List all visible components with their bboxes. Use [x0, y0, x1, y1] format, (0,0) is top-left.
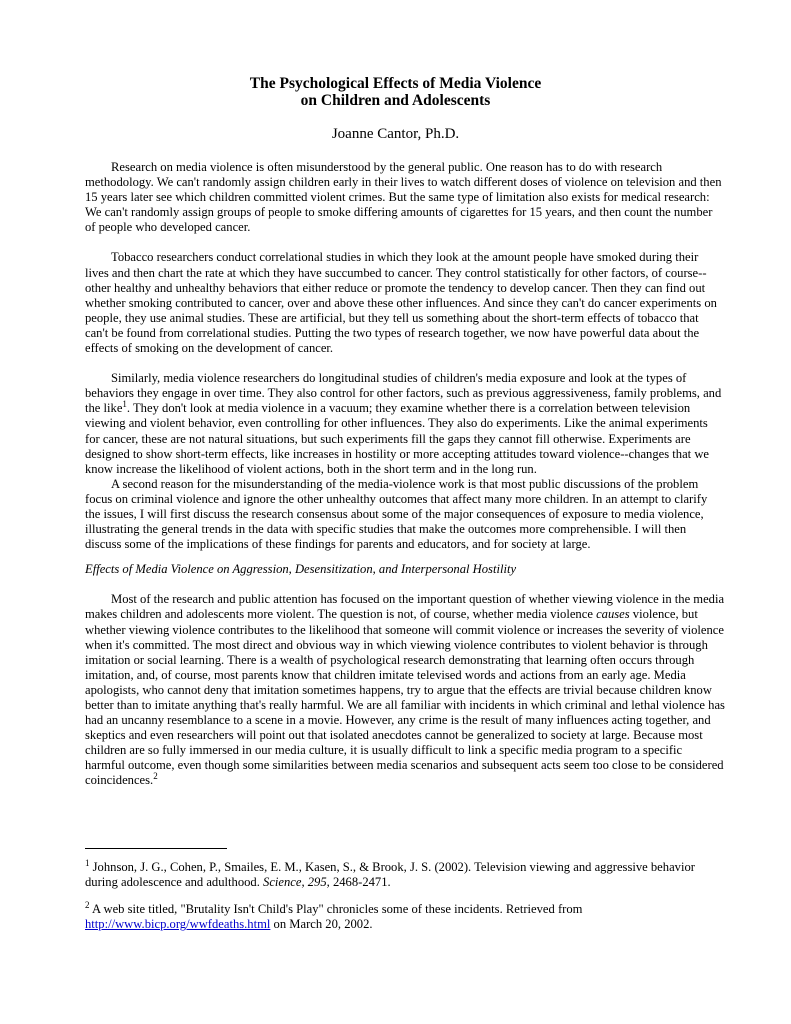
document-body	[85, 160, 725, 789]
footnote-2	[85, 902, 725, 932]
footnotes	[85, 857, 725, 944]
paragraph-5-text-b: violence, but whether viewing violence contributes to the likelihood that someone will commit violence or increases the severity of violence when it's committed. The most direct and obvious way in which viewing violence contributes to violent behavior is through imitation or social learning. There is a wealth of psychological research demonstrating that learning often occurs through imitation, and, of course, most parents know that children imitate televised words and actions from an early age. Media apologists, who cannot deny that imitation sometimes happens, try to argue that the effects are trivial because children know better than to imitate anything that's really harmful. We are all familiar with incidents in which criminal and lethal violence has had an uncanny resemblance to a scene in a movie. However, any crime is the result of many influences acting together, and skeptics and even researchers will point out that isolated anecdotes cannot be generalized to society at large. Because most children are so fully immersed in our media culture, it is usually difficult to link a specific media program to a specific harmful outcome, even though some similarities between media scenarios and subsequent acts seem too close to be considered coincidences.	[85, 607, 725, 788]
paragraph-3-text-b: . They don't look at media violence in a vacuum; they examine whether there is a correlation between television viewing and violent behavior, even controlling for other influences. They also do experiments. Like the animal experiments for cancer, these are not natural situations, but such experiments fill the gaps they cannot fill otherwise. Experiments are designed to show short-term effects, like increases in hostility or more accepting attitudes toward violence--changes that we know increase the likelihood of violent actions, both in the short term and in the long run.	[85, 401, 710, 476]
footnote-ref-1: 1	[122, 399, 127, 410]
title-line-2: on Children and Adolescents	[300, 92, 491, 109]
paragraph-4: A second reason for the misunderstanding of the media-violence work is that most public discussions of the problem focus on criminal violence and ignore the other unhealthy outcomes that affect many more children. In an attempt to clarify the issues, I will first discuss the research consensus about some of the major consequences of exposure to media violence, illustrating the general trends in the data with specific studies that make the outcomes more comprehensible. I will then discuss some of the implications of these findings for parents and educators, and for society at large.	[85, 476, 708, 552]
paragraph-5	[85, 592, 725, 788]
paragraph-3	[85, 371, 725, 477]
paragraph-5-text-a: Most of the research and public attention has focused on the important question of whether viewing violence in the media makes children and adolescents more violent. The question is not, of course, whether media violence	[85, 592, 725, 622]
page-title	[0, 75, 791, 109]
paragraph-5-emphasis: causes	[596, 607, 630, 622]
paragraph-2: Tobacco researchers conduct correlational studies in which they look at the amount people have smoked during their lives and then chart the rate at which they have succumbed to cancer. They control statistically for other factors, of course--other healthy and unhealthy behaviors that either reduce or promote the tendency to develop cancer. Then they can find out whether smoking contributed to cancer, over and above these other influences. And since they can't do cancer experiments on people, they use animal studies. These are artificial, but they tell us something about the short-term effects of tobacco that can't be found from correlational studies. Putting the two types of research together, we now have powerful data about the effects of smoking on the development of cancer.	[85, 250, 717, 356]
title-line-1: The Psychological Effects of Media Violence	[249, 75, 542, 92]
footnote-1-journal: Science, 295,	[263, 875, 330, 890]
paragraph-1: Research on media violence is often misunderstood by the general public. One reason has to do with research methodology. We can't randomly assign children early in their lives to watch different doses of violence on television and then 15 years later see which children committed violent crimes. But the same type of limitation also exists for medical research: We can't randomly assign groups of people to smoke differing amounts of cigarettes for 15 years, and then count the number of people who developed cancer.	[85, 160, 722, 235]
paragraph-3-text-a: Similarly, media violence researchers do longitudinal studies of children's media exposure and look at the types of behaviors they engage in over time. They also control for other factors, such as previous aggressiveness, family problems, and the like	[85, 371, 722, 416]
footnote-1-text-a: Johnson, J. G., Cohen, P., Smailes, E. M., Kasen, S., & Brook, J. S. (2002). Television viewing and aggressive behavior during adolescence and adulthood.	[85, 860, 695, 890]
footnote-1-text-b: 2468-2471.	[329, 875, 391, 890]
footnote-ref-2: 2	[153, 771, 158, 782]
footnote-divider	[85, 848, 227, 849]
footnote-2-text-b: on March 20, 2002.	[270, 917, 373, 932]
author-name: Joanne Cantor, Ph.D.	[331, 126, 460, 142]
footnote-2-link[interactable]: http://www.bicp.org/wwfdeaths.html	[85, 917, 271, 932]
footnote-2-text-a: A web site titled, "Brutality Isn't Child's Play" chronicles some of these incidents. Retrieved from	[89, 902, 583, 917]
footnote-1-number: 1	[85, 857, 90, 868]
section-heading: Effects of Media Violence on Aggression, Desensitization, and Interpersonal Hostility	[85, 562, 517, 577]
footnote-2-number: 2	[85, 900, 90, 910]
footnote-1	[85, 857, 725, 890]
